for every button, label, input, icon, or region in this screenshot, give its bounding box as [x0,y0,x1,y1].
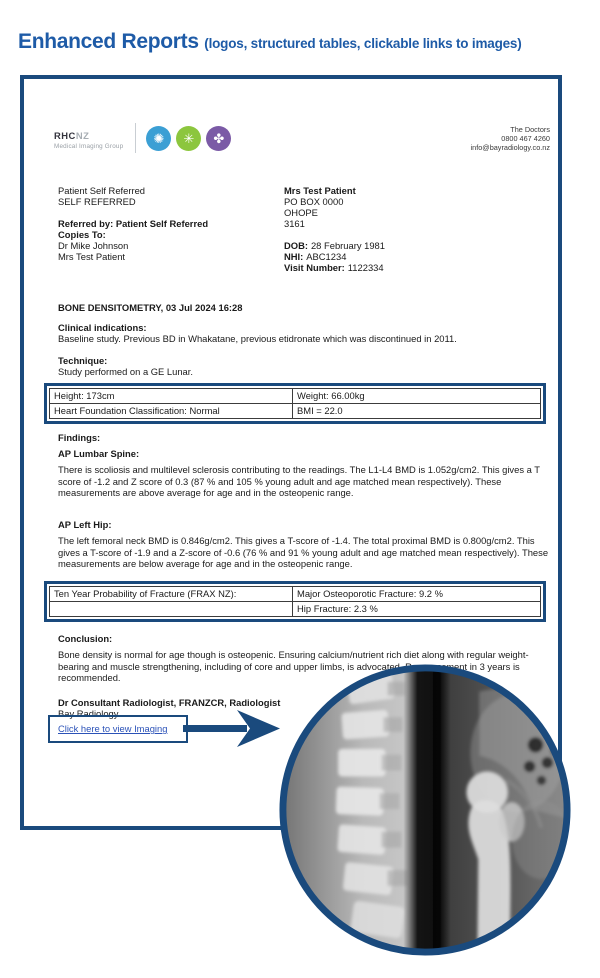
clinical-indications-text: Baseline study. Previous BD in Whakatane, previous etidronate which was discontinued in 2011. [58,333,457,344]
frax-table [44,581,546,622]
arrow-right-icon [183,708,283,750]
contact-phone: 0800 467 4260 [501,133,550,143]
brand-group-icons [146,126,231,151]
conclusion-text: Bone density is normal for age though is osteopenic. Ensuring calcium/nutrient rich diet along with regular weight-bearing and muscle strengthening, including of core and upper limbs, is advocated. Reassessment in 3 years is recommended. [58,649,529,683]
patient-address-line: 3161 [284,218,305,229]
contact-email: info@bayradiology.co.nz [470,142,550,152]
contact-block [471,125,550,152]
referred-by-line: Referred by: Patient Self Referred [58,218,209,229]
left-hip-text: The left femoral neck BMD is 0.846g/cm2. This gives a T-score of -1.4. The total proximal BMD is 0.800g/cm2. This gives a T-score of -1.9 and a Z-score of -0.6 (76 % and 91 % young adult and age matched mean respectively). These measurements are below average for age and in the osteopenic range. [58,535,549,569]
page-title [18,30,522,54]
findings-heading: Findings: [58,432,101,443]
major-fracture-cell: Major Osteoporotic Fracture: 9.2 % [293,587,541,602]
brand-circle-green-icon: ✳ [176,126,201,151]
table-row [50,389,541,404]
weight-cell: Weight: 66.00kg [293,389,541,404]
page-title-main: Enhanced Reports [18,30,199,53]
logo-tagline: Medical Imaging Group [54,143,124,150]
technique-text: Study performed on a GE Lunar. [58,366,193,377]
patient-name: Mrs Test Patient [284,185,356,196]
patient-address-line: OHOPE [284,207,318,218]
conclusion-heading: Conclusion: [58,633,113,644]
organisation-name: Bay Radiology [58,708,119,719]
referrer-line: SELF REFERRED [58,196,136,207]
copies-to-label: Copies To: [58,229,106,240]
lumbar-spine-heading: AP Lumbar Spine: [58,448,140,459]
logo-text-nz: NZ [75,130,90,141]
rhcnz-logo [54,125,123,151]
frax-empty-cell [50,602,293,617]
exam-title: BONE DENSITOMETRY, 03 Jul 2024 16:28 [58,302,243,313]
spacer [284,229,385,240]
patient-dob-line: DOB: 28 February 1981 [284,240,385,251]
table-row [50,602,541,617]
heart-foundation-cell: Heart Foundation Classification: Normal [50,404,293,419]
technique-heading: Technique: [58,355,108,366]
brand-circle-purple-icon: ✤ [206,126,231,151]
spacer [58,207,284,218]
frax-label-cell: Ten Year Probability of Fracture (FRAX NZ): [50,587,293,602]
letterhead [54,123,550,153]
radiologist-signature: Dr Consultant Radiologist, FRANZCR, Radiologist [58,697,281,708]
bmi-cell: BMI = 22.0 [293,404,541,419]
contact-name: The Doctors [510,124,550,134]
rhcnz-logo-wordmark [54,125,123,142]
logo-text-rhc: RHC [54,130,76,141]
patient-header [58,185,528,273]
patient-column [284,185,385,273]
referrer-line: Patient Self Referred [58,185,146,196]
brand-circle-blue-icon: ✺ [146,126,171,151]
lumbar-spine-text: There is scoliosis and multilevel sclerosis contributing to the readings. The L1-L4 BMD is 1.052g/cm2. This gives a T score of -1.2 and Z score of 0.3 (87 % and 105 % young adult and age matched mean respectively). These measurements are above average for age and in the osteopenic range. [58,464,540,498]
hip-fracture-cell: Hip Fracture: 2.3 % [293,602,541,617]
xray-preview-image [277,662,573,958]
referrer-column [58,185,284,273]
logo-divider [135,123,136,153]
copy-recipient: Mrs Test Patient [58,251,126,262]
table-row [50,404,541,419]
copy-recipient: Dr Mike Johnson [58,240,129,251]
height-cell: Height: 173cm [50,389,293,404]
clinical-indications-heading: Clinical indications: [58,322,147,333]
view-imaging-link[interactable]: Click here to view Imaging [58,723,168,735]
page-title-subtitle: (logos, structured tables, clickable links to images) [204,36,522,51]
table-row [50,587,541,602]
patient-visit-line: Visit Number: 1122334 [284,262,384,273]
patient-address-line: PO BOX 0000 [284,196,344,207]
left-hip-heading: AP Left Hip: [58,519,112,530]
imaging-link-box[interactable] [48,715,188,743]
patient-nhi-line: NHI: ABC1234 [284,251,347,262]
measurements-table [44,383,546,424]
